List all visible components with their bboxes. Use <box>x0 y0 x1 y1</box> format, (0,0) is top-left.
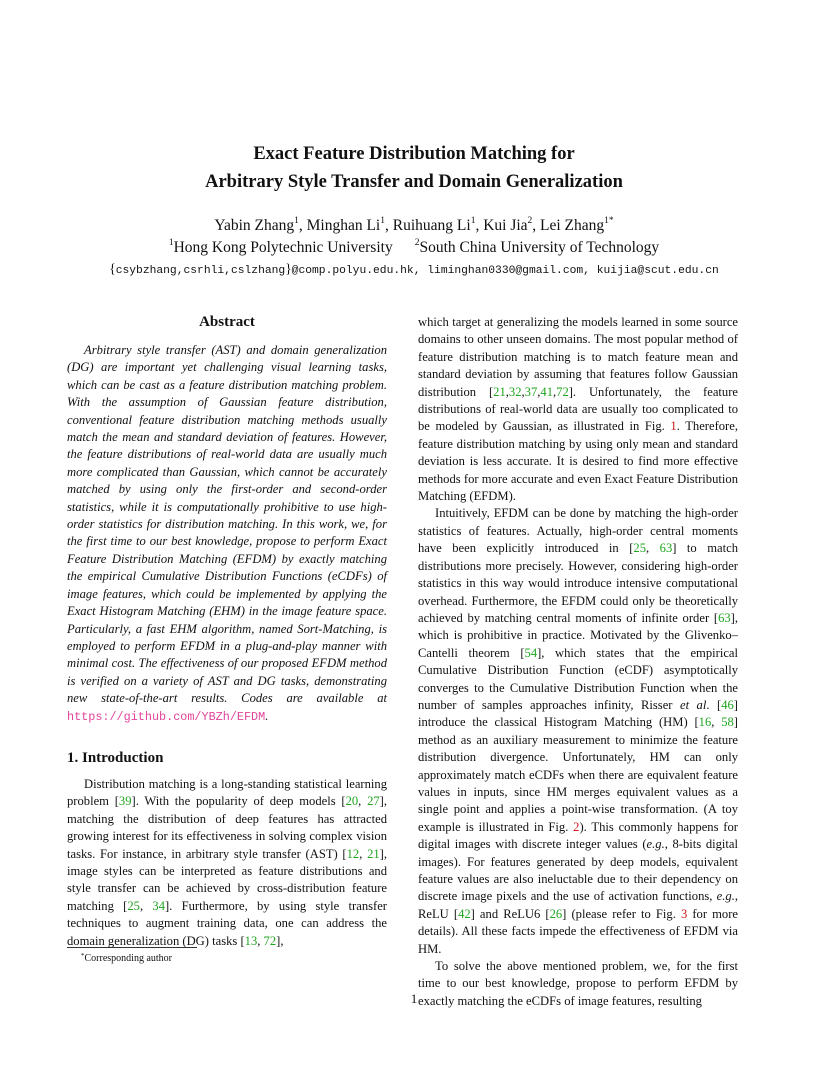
italic-text: e.g. <box>646 837 665 852</box>
author-separator: , <box>532 217 541 234</box>
text-span: , <box>552 384 557 399</box>
footnote-text: Corresponding author <box>84 953 172 964</box>
text-span: , <box>521 384 525 399</box>
text-span: which target at generalizing the models learned in some source domains to other unseen domains. The most popular method of feature distribution matching is to match feature mean and standard deviation by assuming that features follow Gaussian distribution [ <box>418 315 738 399</box>
text-span: ]. With the popularity of deep models [ <box>131 794 346 809</box>
text-span: ] and ReLU6 [ <box>470 906 550 921</box>
text-span: , <box>359 846 368 861</box>
author-separator: , <box>298 217 307 234</box>
affiliation-mark: 1 <box>168 237 174 248</box>
abstract-end: . <box>265 708 269 723</box>
author-affiliation-mark: 1 <box>470 215 476 226</box>
intro-paragraph-3: To solve the above mentioned problem, we, for the first time to our best knowledge, propose to perform EFDM by exactly matching the eCDFs of image features, resulting <box>418 959 738 1008</box>
figure-ref-link[interactable]: 1 <box>670 419 677 434</box>
author-affiliation-mark: 2 <box>527 215 533 226</box>
citation-link[interactable]: 26 <box>549 906 563 921</box>
footnote-rule <box>67 947 197 948</box>
citation-link[interactable]: 58 <box>721 715 734 730</box>
citation-link[interactable]: 13 <box>244 933 258 948</box>
footnote <box>67 952 387 966</box>
author-affiliation-mark: 1 <box>294 215 299 226</box>
text-span: ], which is prohibitive in practice. Motivated by the Glivenko–Cantelli theorem [ <box>418 610 738 660</box>
citation-link[interactable]: 27 <box>367 794 380 809</box>
author-emails <box>0 260 828 280</box>
citation-link[interactable]: 41 <box>540 384 553 399</box>
text-span: , <box>505 384 509 399</box>
text-span: ] (please refer to Fig. <box>562 906 681 921</box>
text-span: for more details). All these facts impede the effectiveness of EFDM via HM. <box>418 906 739 956</box>
affiliation-list <box>0 237 828 259</box>
abstract-heading: Abstract <box>199 314 255 330</box>
text-span: , <box>257 933 264 948</box>
citation-link[interactable]: 32 <box>508 384 522 399</box>
citation-link[interactable]: 25 <box>127 898 140 913</box>
figure-ref-link[interactable]: 3 <box>680 906 688 921</box>
text-span: ] method as an auxiliary measurement to minimize the feature distribution divergence. Unfortunately, HM can only approximately match eCDFs when there are equivalent feature values in inputs, since HM merges equivalent values as a single point and applies a point-wise transformation. (A toy example is illustrated in Fig. <box>418 715 738 834</box>
abstract-body: Arbitrary style transfer (AST) and domain generalization (DG) are important yet challenging visual learning tasks, which can be cast as a feature distribution matching problem. With the assumption of Gaussian feature distribution, conventional feature distribution matching methods usually match the mean and standard deviation of features. However, the feature distributions of real-world data are usually much more complicated than Gaussian, which cannot be accurately matched by using only the first-order and second-order statistics, while it is computationally prohibitive to use high-order statistics for distribution matching. In this work, we, for the first time to our best knowledge, propose to perform Exact Feature Distribution Matching (EFDM) by exactly matching the empirical Cumulative Distribution Functions (eCDFs) of image features, which could be implemented by applying the Exact Histogram Matching (EHM) in the image feature space. Particularly, a fast EHM algorithm, named Sort-Matching, is employed to perform EFDM in a plug-and-play manner with minimal cost. The effectiveness of our proposed EFDM method is verified on a variety of AST and DG tasks, demonstrating new state-of-the-art results. Codes are available at <box>67 343 387 706</box>
email-brace-close: } <box>285 261 292 276</box>
text-span: ] introduce the classical Histogram Matching (HM) [ <box>418 697 738 730</box>
title-line-1: Exact Feature Distribution Matching for <box>253 144 575 164</box>
text-span: , <box>646 541 660 556</box>
author-affiliation-mark: 1* <box>604 215 614 226</box>
page-number: 1 <box>410 991 418 1006</box>
citation-link[interactable]: 20 <box>345 794 359 809</box>
email-brace-open: { <box>109 261 116 276</box>
intro-paragraph-1 <box>67 776 387 950</box>
citation-link[interactable]: 12 <box>346 846 360 861</box>
text-span: . Therefore, feature distribution matching by using only mean and standard deviation is less accurate. It is desired to find more effective methods for more accurate and even Exact Feature Distribution Matching (EFDM). <box>418 419 738 504</box>
email-domains: @comp.polyu.edu.hk, liminghan0330@gmail.com, kuijia@scut.edu.cn <box>291 265 719 277</box>
author-affiliation-mark: 1 <box>380 215 385 226</box>
author-separator: , <box>475 217 484 234</box>
text-span: . [ <box>706 697 722 712</box>
text-span: ]. Unfortunately, the feature distributions of real-world data are usually too complicated to be modeled by Gaussian, as illustrated in Fig. <box>418 384 738 434</box>
author-name: Lei Zhang <box>540 217 605 234</box>
text-span: , 8-bits digital images). For features generated by deep models, equivalent feature values are also ineluctable due to their dependency on discrete image pixels and the use of activation functions, <box>418 837 738 904</box>
left-column <box>67 312 387 950</box>
text-span: Distribution matching is a long-standing statistical learning problem [ <box>67 776 387 809</box>
intro-paragraph-1-continued <box>418 314 738 505</box>
author-name: Yabin Zhang <box>214 217 295 234</box>
italic-text: et al <box>679 697 707 712</box>
citation-link[interactable]: 63 <box>718 610 731 625</box>
citation-link[interactable]: 72 <box>263 933 277 948</box>
text-span: ] to match distributions more precisely. However, considering high-order statistics in this way would introduce intensive computational overhead. Furthermore, the EFDM could only be theoretically achieved by matching central moments of infinite order [ <box>418 541 738 625</box>
paper-title <box>0 140 828 196</box>
citation-link[interactable]: 37 <box>524 384 538 399</box>
author-name: Minghan Li <box>306 217 381 234</box>
author-name: Ruihuang Li <box>392 217 471 234</box>
email-user-group: csybzhang,csrhli,cslzhang <box>115 265 286 277</box>
affiliation-mark: 2 <box>414 237 420 248</box>
citation-link[interactable]: 16 <box>698 715 712 730</box>
citation-link[interactable]: 42 <box>458 906 471 921</box>
citation-link[interactable]: 46 <box>721 697 734 712</box>
text-span: , ReLU [ <box>418 889 738 921</box>
citation-link[interactable]: 34 <box>152 898 165 913</box>
footnote-mark: * <box>81 952 85 960</box>
title-line-2: Arbitrary Style Transfer and Domain Generalization <box>205 172 623 192</box>
text-span: ], matching the distribution of deep features has attracted growing interest for its effectiveness in solving complex vision tasks. For instance, in arbitrary style transfer (AST) [ <box>67 794 387 861</box>
citation-link[interactable]: 39 <box>118 794 132 809</box>
author-name: Kui Jia <box>483 217 528 234</box>
text-span: ]. Furthermore, by using style transfer techniques to augment training data, one can address the domain generalization (DG) tasks [ <box>67 898 387 948</box>
text-span: ], image styles can be interpreted as feature distributions and style transfer can be achieved by cross-distribution feature matching [ <box>67 846 388 913</box>
citation-link[interactable]: 72 <box>556 384 569 399</box>
citation-link[interactable]: 25 <box>633 541 647 556</box>
text-span: , <box>139 898 153 913</box>
code-link[interactable]: https://github.com/YBZh/EFDM <box>67 709 266 724</box>
italic-text: e.g. <box>716 889 735 904</box>
abstract-text <box>67 342 387 726</box>
right-column <box>418 314 738 1010</box>
text-span: , <box>537 384 541 399</box>
intro-paragraph-2 <box>418 505 738 958</box>
author-list <box>0 215 828 237</box>
citation-link[interactable]: 21 <box>493 384 506 399</box>
section-heading-introduction: 1. Introduction <box>67 749 164 766</box>
author-separator: , <box>385 217 393 234</box>
affiliation-name: Hong Kong Polytechnic University <box>173 239 393 256</box>
citation-link[interactable]: 63 <box>659 541 673 556</box>
text-span: Intuitively, EFDM can be done by matching the high-order statistics of features. Actually, high-order central moments have been explicitly introduced in [ <box>418 506 738 556</box>
text-span: , <box>711 715 722 730</box>
text-span: , <box>358 794 368 809</box>
affiliation-name: South China University of Technology <box>419 239 660 256</box>
text-span: ], <box>276 933 284 948</box>
text-span: ], which states that the empirical Cumulative Distribution Function (eCDF) asymptotically converges to the Cumulative Distribution Function when the number of samples approaches infinity, Risser <box>418 645 738 712</box>
citation-link[interactable]: 54 <box>524 645 538 660</box>
figure-ref-link[interactable]: 2 <box>573 819 580 834</box>
citation-link[interactable]: 21 <box>367 846 380 861</box>
text-span: ). This commonly happens for digital images with discrete integer values ( <box>418 819 738 852</box>
